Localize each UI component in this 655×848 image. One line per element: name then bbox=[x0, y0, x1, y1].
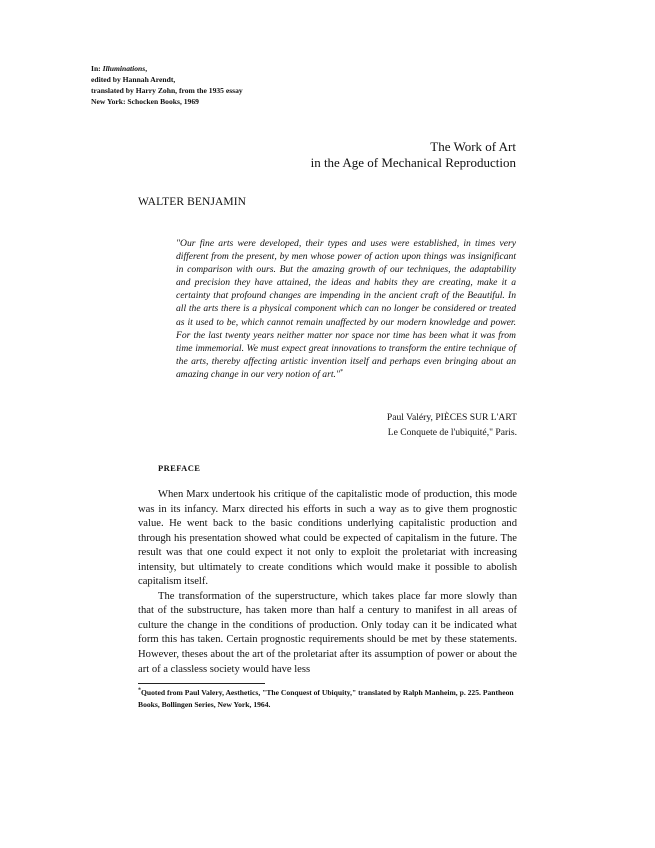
book-title: Illuminations bbox=[102, 64, 146, 73]
footnote-mark: * bbox=[138, 687, 141, 694]
title-line-2: in the Age of Mechanical Reproduction bbox=[310, 155, 516, 170]
epigraph-attribution bbox=[387, 410, 517, 440]
source-line-2: edited by Hannah Arendt, bbox=[91, 75, 176, 84]
body-text bbox=[138, 488, 517, 677]
essay-title bbox=[311, 139, 516, 171]
title-line-1: The Work of Art bbox=[430, 139, 516, 154]
footnote-divider bbox=[138, 683, 265, 684]
epigraph-quote bbox=[176, 237, 516, 381]
author-name: WALTER BENJAMIN bbox=[138, 196, 247, 208]
footnote-text: Quoted from Paul Valery, Aesthetics, "The Conquest of Ubiquity," translated by Ralph Manheim, p. 225. Pantheon Books, Bollingen Series, New York, 1964. bbox=[138, 688, 514, 709]
footnote bbox=[138, 687, 517, 710]
epigraph-text: "Our fine arts were developed, their types and uses were established, in times very different from the present, by men whose power of action upon things was insignificant in comparison with ours. But the amazing growth of our techniques, the adaptability and precision they have attained, the ideas and habits they are creating, make it a certainty that profound changes are impending in the ancient craft of the Beautiful. In all the arts there is a physical component which can no longer be considered or treated as it used to be, which cannot remain unaffected by our modern knowledge and power. For the last twenty years neither matter nor space nor time has been what it was from time immemorial. We must expect great innovations to transform the entire technique of the arts, thereby affecting artistic invention itself and perhaps even bringing about an amazing change in our very notion of art." bbox=[176, 238, 516, 380]
attribution-line-1: Paul Valéry, PIÈCES SUR L'ART bbox=[386, 412, 517, 423]
paragraph: When Marx undertook his critique of the capitalistic mode of production, this mode was in its infancy. Marx directed his efforts in such a way as to give them prognostic value. He went back to the basic conditions underlying capitalistic production and through his presentation showed what could be expected of capitalism in the future. The result was that one could expect it not only to exploit the proletariat with increasing intensity, but ultimately to create conditions which would make it possible to abolish capitalism itself. bbox=[138, 489, 517, 588]
epigraph-footnote-mark: * bbox=[339, 368, 343, 375]
attribution-line-2: Le Conquete de l'ubiquité," Paris. bbox=[387, 427, 517, 438]
source-line-1: In: Illuminations, bbox=[91, 64, 148, 73]
source-line-3: translated by Harry Zohn, from the 1935 essay bbox=[91, 86, 243, 95]
source-line-4: New York: Schocken Books, 1969 bbox=[91, 97, 199, 106]
source-citation bbox=[91, 63, 243, 107]
paragraph: The transformation of the superstructure, which takes place far more slowly than that of the substructure, has taken more than half a century to manifest in all areas of culture the change in the conditions of production. Only today can it be indicated what form this has taken. Certain prognostic requirements should be met by these statements. However, theses about the art of the proletariat after its assumption of power or about the art of a classless society would have less bbox=[138, 590, 517, 675]
section-heading: PREFACE bbox=[158, 463, 201, 473]
